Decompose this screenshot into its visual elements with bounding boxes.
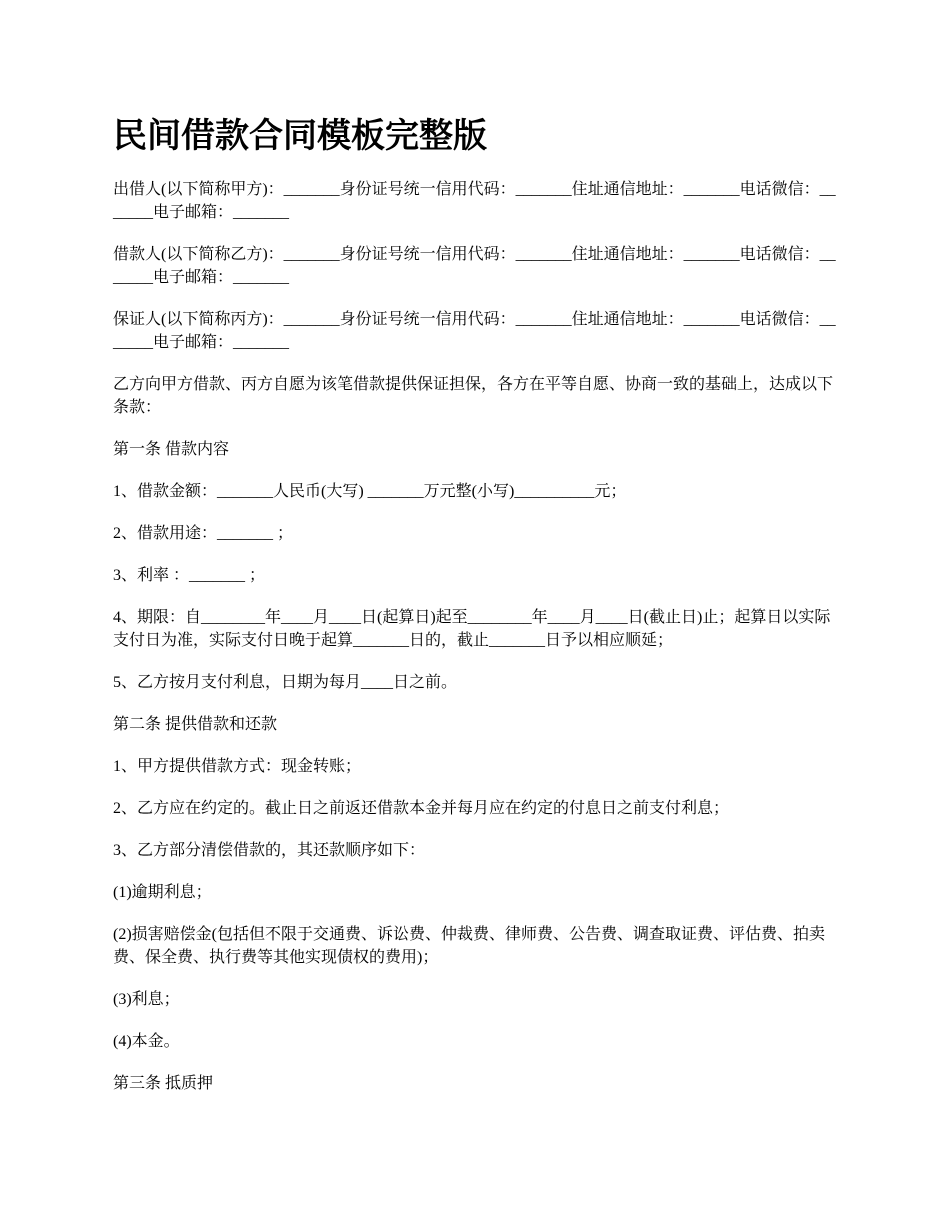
repayment-order-3: (3)利息；	[113, 991, 180, 1008]
document-title: 民间借款合同模板完整版	[113, 116, 487, 156]
repayment-order-1: (1)逾期利息；	[113, 884, 212, 901]
repayment-order-2: (2)损害赔偿金(包括但不限于交通费、诉讼费、仲裁费、律师费、公告费、调查取证费、评估费、拍卖费、保全费、执行费等其他实现债权的费用)；	[113, 926, 825, 966]
repayment-order-4: (4)本金。	[113, 1033, 180, 1050]
article-2-heading: 第二条 提供借款和还款	[113, 716, 278, 733]
article-1-heading: 第一条 借款内容	[113, 441, 230, 458]
article-1-item-2: 2、借款用途：_______ ；	[113, 525, 294, 542]
article-2-item-2: 2、乙方应在约定的。截止日之前返还借款本金并每月应在约定的付息日之前支付利息；	[113, 800, 730, 817]
article-1-item-5: 5、乙方按月支付利息，日期为每月____日之前。	[113, 674, 458, 691]
lender-info: 出借人(以下简称甲方)：_______身份证号统一信用代码：_______住址通信地址：_______电话微信：_______电子邮箱：_______	[113, 181, 836, 221]
guarantor-info: 保证人(以下简称丙方)：_______身份证号统一信用代码：_______住址通信地址：_______电话微信：_______电子邮箱：_______	[113, 311, 836, 351]
article-3-heading: 第三条 抵质押	[113, 1075, 214, 1092]
article-2-item-1: 1、甲方提供借款方式：现金转账；	[113, 758, 362, 775]
article-1-item-3: 3、利率 ：_______ ；	[113, 567, 266, 584]
article-1-item-4: 4、期限：自________年____月____日(起算日)起至________年____月____日(截止日)止；起算日以实际支付日为准，实际支付日晚于起算_______日的，截止_______日予以相应顺延；	[113, 609, 831, 649]
article-2-item-3: 3、乙方部分清偿借款的，其还款顺序如下：	[113, 842, 426, 859]
preamble: 乙方向甲方借款、丙方自愿为该笔借款提供保证担保，各方在平等自愿、协商一致的基础上，达成以下条款：	[113, 376, 834, 416]
borrower-info: 借款人(以下简称乙方)：_______身份证号统一信用代码：_______住址通信地址：_______电话微信：_______电子邮箱：_______	[113, 246, 836, 286]
document-page	[113, 112, 843, 1114]
article-1-item-1: 1、借款金额：_______人民币(大写) _______万元整(小写)__________元；	[113, 483, 627, 500]
